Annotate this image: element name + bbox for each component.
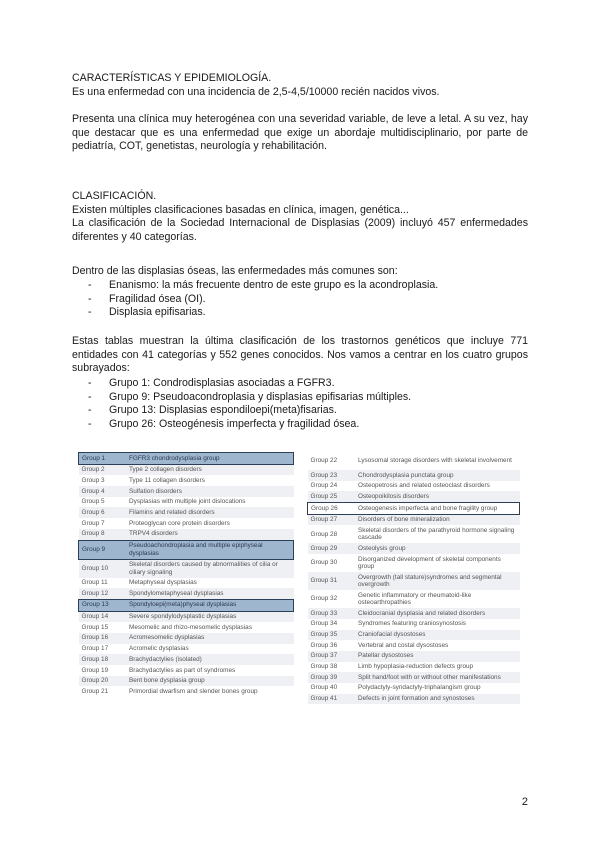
group-number-cell: Group 16 [79, 633, 127, 644]
group-name-cell: Type 2 collagen disorders [126, 464, 294, 475]
group-number-cell: Group 30 [310, 559, 338, 567]
group-name-cell: Osteolysis group [355, 543, 520, 554]
table-row [308, 572, 520, 590]
group-number-cell: Group 18 [79, 654, 127, 665]
table-row [308, 590, 520, 608]
table-row [79, 497, 294, 508]
group-name-cell: Brachydactylies as part of syndromes [129, 666, 236, 674]
group-number-cell: Group 34 [310, 620, 338, 628]
table-row [79, 578, 294, 589]
group-number-cell: Group 33 [308, 608, 356, 619]
table-row [79, 644, 294, 655]
group-name-cell: Metaphyseal dysplasias [129, 579, 197, 587]
group-number-cell: Group 14 [79, 611, 127, 622]
group-name-cell: Spondyloepi(meta)physeal dysplasias [126, 599, 294, 611]
group-number-cell: Group 32 [310, 595, 338, 603]
group-name-cell: Genetic inflammatory or rheumatoid-like osteoarthropathies [358, 591, 472, 607]
table-row [308, 694, 520, 705]
group-name-cell: Acromesomelic dysplasias [126, 633, 294, 644]
group-name-cell: Acromelic dysplasias [129, 645, 189, 653]
left-table-body [79, 453, 294, 698]
group-name-cell: Chondrodysplasia punctata group [355, 470, 520, 481]
group-number-cell: Group 6 [79, 507, 127, 518]
table-row [308, 481, 520, 492]
group-number-cell: Group 17 [81, 645, 109, 653]
epidemiology-paragraph: Presenta una clínica muy heterogénea con una severidad variable, de leve a letal. A su vez, hay que destacar que es una enfermedad que exige un abordaje multidisciplinario, por parte de pediatría, COT, genetistas, neurología y rehabilitación. [72, 113, 528, 153]
group-name-cell: Craniofacial dysostoses [355, 630, 520, 641]
group-number-cell: Group 5 [81, 498, 105, 506]
table-row [308, 619, 520, 630]
table-row [308, 630, 520, 641]
group-name-cell: Vertebral and costal dysostoses [358, 641, 449, 649]
group-name-cell: Severe spondylodysplastic dysplasias [126, 611, 294, 622]
group-number-cell: Group 38 [310, 663, 338, 671]
group-name-cell: TRPV4 disorders [126, 529, 294, 540]
table-row [79, 464, 294, 475]
list-item: - Grupo 13: Displasias espondiloepi(meta)fisarias. [88, 404, 411, 418]
group-name-cell: Skeletal disorders caused by abnormalities of cilia or ciliary signaling [126, 559, 294, 578]
common-diseases-intro: Dentro de las displasias óseas, las enfermedades más comunes son: [72, 265, 398, 277]
group-number-cell: Group 24 [310, 482, 338, 490]
group-number-cell: Group 13 [79, 599, 127, 611]
group-number-cell: Group 28 [310, 530, 338, 538]
group-number-cell: Group 12 [79, 588, 127, 599]
group-number-cell: Group 9 [79, 540, 127, 559]
table-row [79, 486, 294, 497]
group-number-cell: Group 22 [310, 457, 338, 465]
list-item: - Fragilidad ósea (OI). [88, 293, 438, 307]
group-name-cell: FGFR3 chondrodysplasia group [126, 453, 294, 465]
group-number-cell: Group 31 [308, 572, 356, 590]
group-number-cell: Group 11 [81, 579, 108, 587]
table-row [79, 453, 294, 465]
group-name-cell: Disorganized development of skeletal components group [358, 555, 501, 571]
group-name-cell: Sulfation disorders [126, 486, 294, 497]
table-row [79, 507, 294, 518]
table-row [79, 676, 294, 687]
group-number-cell: Group 23 [308, 470, 356, 481]
table-row [79, 529, 294, 540]
group-name-cell: Filamins and related disorders [126, 507, 294, 518]
table-row [79, 475, 294, 486]
tables-paragraph: Estas tablas muestran la última clasificación de los trastornos genéticos que incluye 771 entidades con 41 categorías y 552 genes conocidos. Nos vamos a centrar en los cuatro grupos subrayados: [72, 335, 528, 375]
group-name-cell: Osteopoikilosis disorders [355, 491, 520, 502]
group-number-cell: Group 7 [81, 519, 105, 527]
group-name-cell: Osteogenesis imperfecta and bone fragility group [355, 503, 520, 515]
group-name-cell: Type 11 collagen disorders [129, 476, 205, 484]
epidemiology-section [72, 72, 528, 99]
group-number-cell: Group 15 [81, 623, 109, 631]
group-name-cell: Split hand/foot with or without other manifestations [355, 672, 520, 683]
group-name-cell: Defects in joint formation and synostoses [355, 694, 520, 705]
table-row [308, 514, 520, 525]
group-number-cell: Group 2 [79, 464, 127, 475]
classification-intro: Existen múltiples clasificaciones basadas en clínica, imagen, genética... [72, 203, 409, 216]
group-name-cell: Skeletal disorders of the parathyroid hormone signaling cascade [358, 526, 515, 542]
table-row [79, 540, 294, 559]
table-row [79, 622, 294, 633]
table-row [308, 640, 520, 651]
list-item: - Grupo 1: Condrodisplasias asociadas a FGFR3. [88, 377, 411, 391]
table-row [79, 599, 294, 611]
group-number-cell: Group 36 [310, 641, 338, 649]
table-row [308, 525, 520, 543]
group-number-cell: Group 3 [81, 476, 105, 484]
group-number-cell: Group 40 [310, 684, 338, 692]
group-name-cell: Osteopetrosis and related osteoclast disorders [358, 482, 490, 490]
group-name-cell: Proteoglycan core protein disorders [129, 519, 230, 527]
table-row [308, 662, 520, 673]
common-diseases-list [88, 279, 438, 320]
group-number-cell: Group 26 [308, 503, 356, 515]
group-number-cell: Group 29 [308, 543, 356, 554]
list-item: - Enanismo: la más frecuente dentro de este grupo es la acondroplasia. [88, 279, 438, 293]
table-row [79, 633, 294, 644]
group-number-cell: Group 1 [79, 453, 127, 465]
group-number-cell: Group 41 [308, 694, 356, 705]
table-row [308, 554, 520, 572]
group-name-cell: Cleidocranial dysplasia and related disorders [355, 608, 520, 619]
group-number-cell: Group 39 [308, 672, 356, 683]
group-name-cell: Bent bone dysplasia group [126, 676, 294, 687]
group-name-cell: Brachydactylies (isolated) [126, 654, 294, 665]
table-row [308, 651, 520, 662]
table-row [308, 683, 520, 694]
table-row [79, 665, 294, 676]
group-name-cell: Mesomelic and rhizo-mesomelic dysplasias [129, 623, 252, 631]
list-item: - Displasia epifisarias. [88, 306, 438, 320]
table-row [308, 452, 520, 470]
table-row [79, 588, 294, 599]
classification-paragraph: La clasificación de la Sociedad Internacional de Displasias (2009) incluyó 457 enfermedades diferentes y 40 categorías. [72, 217, 528, 243]
group-number-cell: Group 27 [308, 514, 356, 525]
list-item: - Grupo 26: Osteogénesis imperfecta y fragilidad ósea. [88, 418, 411, 432]
right-table-body [308, 452, 520, 704]
group-number-cell: Group 25 [308, 491, 356, 502]
group-name-cell: Limb hypoplasia-reduction defects group [358, 663, 474, 671]
group-name-cell: Polydactyly-syndactyly-triphalangism group [358, 684, 481, 692]
group-name-cell: Patellar dysostoses [355, 651, 520, 662]
epidemiology-heading: CARACTERÍSTICAS Y EPIDEMIOLOGÍA. [72, 72, 272, 84]
table-row [308, 491, 520, 502]
left-groups-table [78, 452, 294, 697]
group-name-cell: Dysplasias with multiple joint dislocations [129, 498, 246, 506]
table-row [79, 611, 294, 622]
table-row [308, 543, 520, 554]
group-number-cell: Group 21 [81, 687, 109, 695]
group-number-cell: Group 35 [308, 630, 356, 641]
group-name-cell: Spondylometaphyseal dysplasias [126, 588, 294, 599]
focus-groups-list [88, 377, 411, 431]
list-item: - Grupo 9: Pseudoacondroplasia y displasias epifisarias múltiples. [88, 391, 411, 405]
table-row [308, 470, 520, 481]
group-number-cell: Group 10 [79, 559, 127, 578]
table-row [79, 686, 294, 697]
group-name-cell: Pseudoachondroplasia and multiple epiphyseal dysplasias [126, 540, 294, 559]
group-number-cell: Group 8 [79, 529, 127, 540]
group-name-cell: Syndromes featuring craniosynostosis [358, 620, 466, 628]
table-row [79, 518, 294, 529]
table-row [79, 559, 294, 578]
table-row [308, 672, 520, 683]
page-number: 2 [521, 796, 528, 808]
group-name-cell: Primordial dwarfism and slender bones group [129, 687, 258, 695]
table-row [79, 654, 294, 665]
right-groups-table [307, 452, 520, 704]
table-row [308, 608, 520, 619]
group-name-cell: Overgrowth (tall stature)syndromes and segmental overgrowth [355, 572, 520, 590]
classification-heading: CLASIFICACIÓN. [72, 190, 157, 202]
epidemiology-incidence: Es una enfermedad con una incidencia de 2,5-4,5/10000 recién nacidos vivos. [72, 85, 440, 98]
group-number-cell: Group 20 [79, 676, 127, 687]
group-number-cell: Group 19 [81, 666, 109, 674]
group-number-cell: Group 37 [308, 651, 356, 662]
group-name-cell: Lysosomal storage disorders with skeletal involvement [358, 457, 512, 465]
table-row [308, 503, 520, 515]
group-name-cell: Disorders of bone mineralization [355, 514, 520, 525]
group-number-cell: Group 4 [79, 486, 127, 497]
classification-section [72, 190, 528, 244]
